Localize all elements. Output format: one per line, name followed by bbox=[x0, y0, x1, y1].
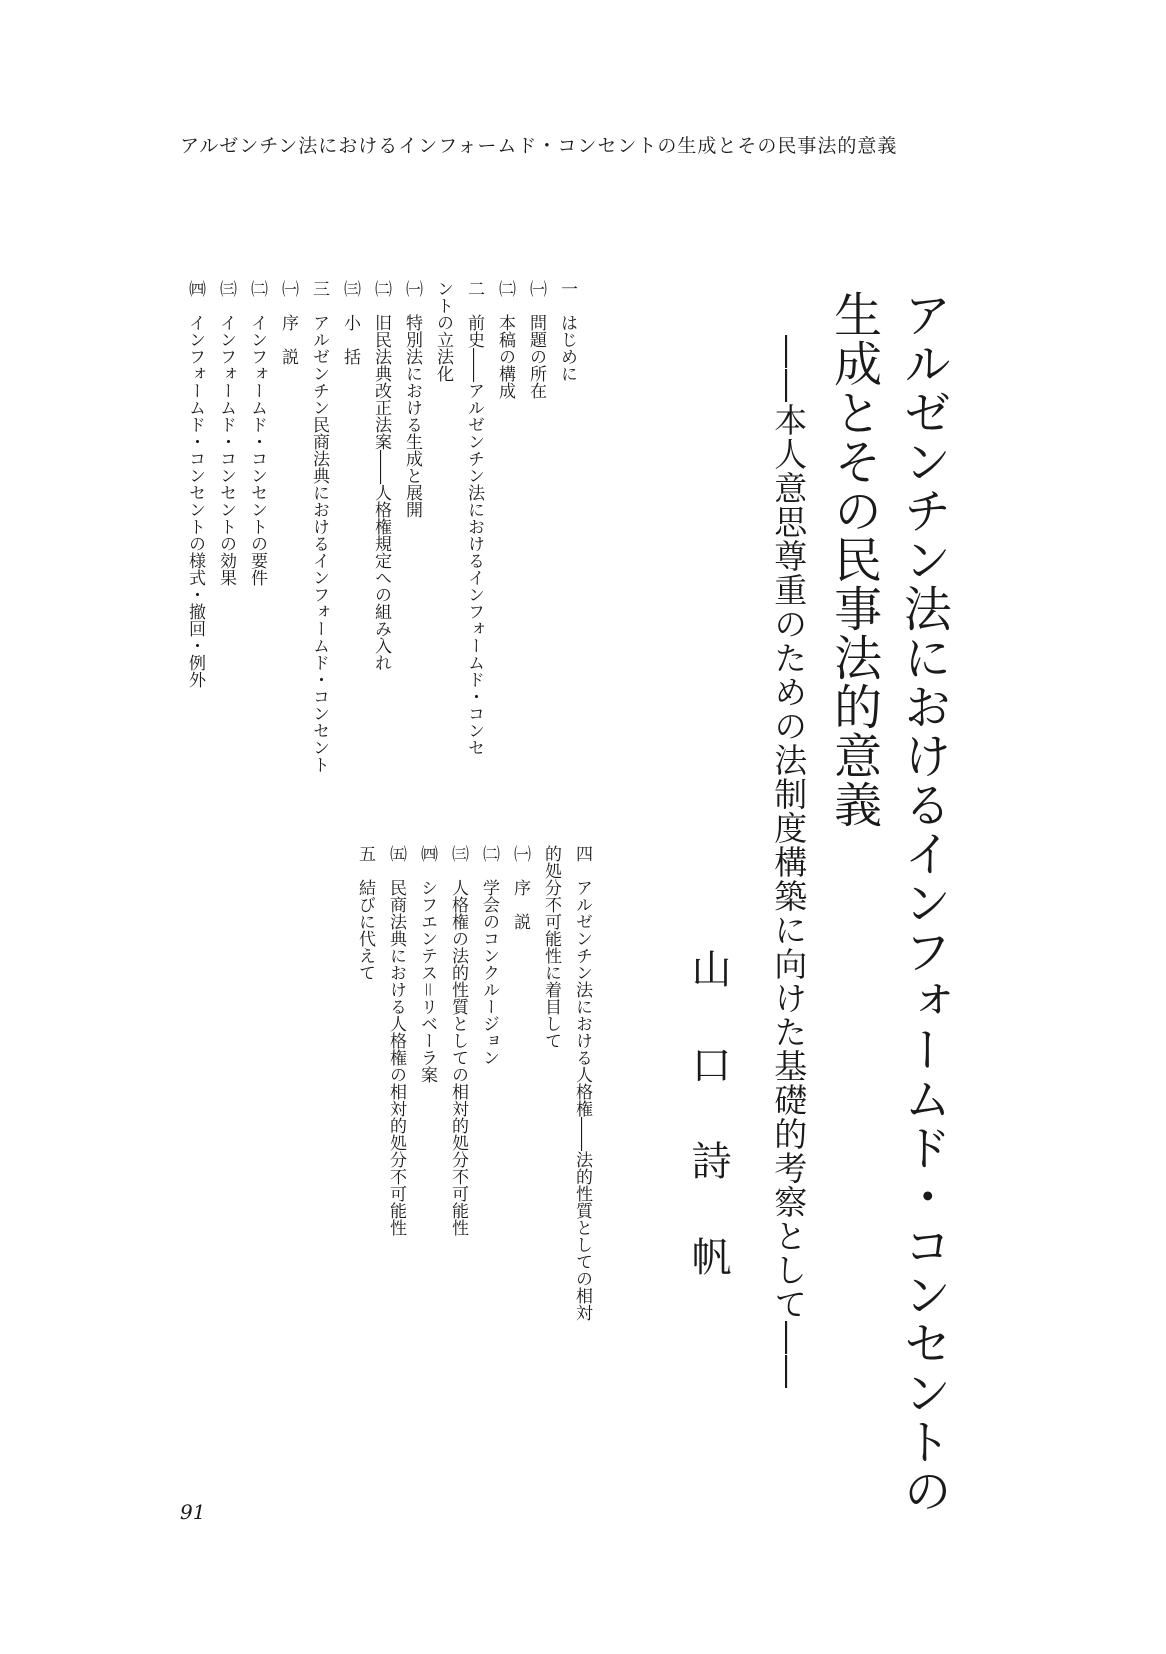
toc-item: ㈡ 旧民法典改正法案――人格権規定への組み入れ bbox=[371, 280, 391, 671]
toc-item: ㈢ 人格権の法的性質としての相対的処分不可能性 bbox=[448, 845, 468, 1236]
toc-item: 的処分不可能性に着目して bbox=[541, 845, 561, 1049]
title-line-1: アルゼンチン法におけるインフォームド・コンセントの bbox=[895, 290, 952, 1515]
article-title bbox=[818, 290, 957, 1515]
toc-item: ㈤ 民商法典における人格権の相対的処分不可能性 bbox=[386, 845, 406, 1236]
article-subtitle: ――本人意思尊重のための法制度構築に向けた基礎的考察として―― bbox=[769, 335, 809, 1389]
toc-item: 四 アルゼンチン法における人格権――法的性質としての相対 bbox=[572, 845, 592, 1321]
toc-upper bbox=[172, 280, 575, 773]
toc-item: ㈢ インフォームド・コンセントの効果 bbox=[216, 280, 236, 586]
page-number: 91 bbox=[180, 1500, 206, 1524]
toc-item: ントの立法化 bbox=[433, 280, 453, 382]
author-name: 山口詩帆 bbox=[685, 948, 731, 1332]
toc-item: ㈠ 特別法における生成と展開 bbox=[402, 280, 422, 518]
toc-item: ㈠ 序 説 bbox=[510, 845, 530, 930]
toc-item: ㈣ インフォームド・コンセントの様式・撤回・例外 bbox=[185, 280, 205, 688]
toc-lower bbox=[342, 845, 590, 1321]
title-line-2: 生成とその民事法的意義 bbox=[825, 290, 882, 829]
toc-item: 二 前史――アルゼンチン法におけるインフォームド・コンセ bbox=[464, 280, 484, 756]
toc-item: ㈣ シフエンテス＝リベーラ案 bbox=[417, 845, 437, 1083]
toc-item: ㈢ 小 括 bbox=[340, 280, 360, 365]
toc-item: ㈡ 学会のコンクルージョン bbox=[479, 845, 499, 1066]
toc-item: 三 アルゼンチン民商法典におけるインフォームド・コンセント bbox=[309, 280, 329, 773]
toc-item: ㈠ 序 説 bbox=[278, 280, 298, 365]
toc-item: 五 結びに代えて bbox=[355, 845, 375, 981]
toc-item: ㈡ インフォームド・コンセントの要件 bbox=[247, 280, 267, 586]
running-head: アルゼンチン法におけるインフォームド・コンセントの生成とその民事法的意義 bbox=[180, 135, 898, 157]
toc-item: 一 はじめに bbox=[557, 280, 577, 382]
toc-item: ㈡ 本稿の構成 bbox=[495, 280, 515, 399]
toc-item: ㈠ 問題の所在 bbox=[526, 280, 546, 399]
